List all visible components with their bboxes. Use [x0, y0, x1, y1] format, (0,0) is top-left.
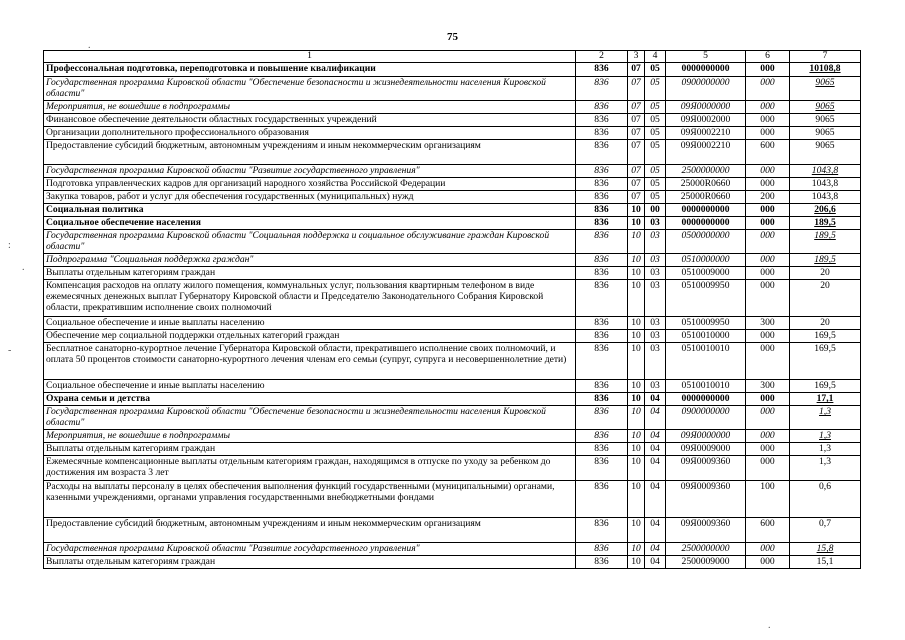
header-cell: 4	[645, 51, 666, 63]
expense-type-cell: 000	[746, 101, 790, 114]
amount-cell: 20	[790, 317, 861, 330]
table-row	[44, 230, 861, 254]
subsection-cell: 05	[645, 165, 666, 178]
section-cell: 10	[628, 204, 645, 217]
expense-type-cell: 000	[746, 217, 790, 230]
expense-type-cell: 300	[746, 380, 790, 393]
expense-type-cell: 000	[746, 230, 790, 254]
target-article-cell: 0000000000	[666, 217, 746, 230]
subsection-cell: 04	[645, 393, 666, 406]
target-article-cell: 09Я0002210	[666, 140, 746, 165]
code-gr-cell: 836	[576, 191, 628, 204]
table-row	[44, 406, 861, 430]
target-article-cell: 0500000000	[666, 230, 746, 254]
code-gr-cell: 836	[576, 330, 628, 343]
table-row	[44, 456, 861, 481]
amount-cell: 15,1	[790, 556, 861, 569]
section-cell: 10	[628, 443, 645, 456]
table-row	[44, 443, 861, 456]
expense-type-cell: 000	[746, 127, 790, 140]
table-row	[44, 481, 861, 518]
target-article-cell: 0900000000	[666, 77, 746, 101]
target-article-cell: 09Я0009360	[666, 481, 746, 518]
amount-cell: 189,5	[790, 230, 861, 254]
row-name-cell: Мероприятия, не вошедшие в подпрограммы	[44, 101, 576, 114]
table-row	[44, 430, 861, 443]
subsection-cell: 04	[645, 543, 666, 556]
target-article-cell: 0510009950	[666, 280, 746, 317]
code-gr-cell: 836	[576, 443, 628, 456]
code-gr-cell: 836	[576, 165, 628, 178]
table-row	[44, 191, 861, 204]
section-cell: 07	[628, 140, 645, 165]
section-cell: 10	[628, 393, 645, 406]
code-gr-cell: 836	[576, 101, 628, 114]
subsection-cell: 05	[645, 127, 666, 140]
amount-cell: 1043,8	[790, 178, 861, 191]
row-name-cell: Бесплатное санаторно-курортное лечение Губернатора Кировской области, прекратившего исполнение своих полномочий, и оплата 50 процентов стоимости санаторно-курортного лечения членам его семьи (супруг, супруга и несовершеннолетние дети)	[44, 343, 576, 380]
code-gr-cell: 836	[576, 127, 628, 140]
header-cell: 6	[746, 51, 790, 63]
row-name-cell: Социальное обеспечение населения	[44, 217, 576, 230]
expense-type-cell: 000	[746, 443, 790, 456]
subsection-cell: 03	[645, 343, 666, 380]
subsection-cell: 04	[645, 481, 666, 518]
subsection-cell: 03	[645, 230, 666, 254]
expense-type-cell: 000	[746, 343, 790, 380]
section-cell: 07	[628, 63, 645, 77]
subsection-cell: 03	[645, 280, 666, 317]
section-cell: 07	[628, 101, 645, 114]
expense-type-cell: 000	[746, 204, 790, 217]
row-name-cell: Социальная политика	[44, 204, 576, 217]
code-gr-cell: 836	[576, 343, 628, 380]
subsection-cell: 03	[645, 254, 666, 267]
expense-type-cell: 000	[746, 178, 790, 191]
subsection-cell: 03	[645, 380, 666, 393]
subsection-cell: 05	[645, 140, 666, 165]
section-cell: 10	[628, 254, 645, 267]
target-article-cell: 0000000000	[666, 204, 746, 217]
amount-cell: 9065	[790, 114, 861, 127]
row-name-cell: Финансовое обеспечение деятельности областных государственных учреждений	[44, 114, 576, 127]
expense-type-cell: 300	[746, 317, 790, 330]
table-row	[44, 380, 861, 393]
target-article-cell: 0510010010	[666, 343, 746, 380]
table-body	[44, 63, 861, 569]
expense-type-cell: 100	[746, 481, 790, 518]
section-cell: 10	[628, 406, 645, 430]
table-row	[44, 77, 861, 101]
row-name-cell: Подпрограмма "Социальная поддержка граждан"	[44, 254, 576, 267]
target-article-cell: 0000000000	[666, 393, 746, 406]
code-gr-cell: 836	[576, 267, 628, 280]
header-cell: 2	[576, 51, 628, 63]
section-cell: 10	[628, 543, 645, 556]
target-article-cell: 0510009950	[666, 317, 746, 330]
amount-cell: 10108,8	[790, 63, 861, 77]
amount-cell: 20	[790, 267, 861, 280]
table-row	[44, 518, 861, 543]
header-cell: 5	[666, 51, 746, 63]
row-name-cell: Подготовка управленческих кадров для организаций народного хозяйства Российской Федерации	[44, 178, 576, 191]
amount-cell: 0,7	[790, 518, 861, 543]
row-name-cell: Выплаты отдельным категориям граждан	[44, 267, 576, 280]
expense-type-cell: 000	[746, 280, 790, 317]
section-cell: 10	[628, 317, 645, 330]
row-name-cell: Государственная программа Кировской области "Обеспечение безопасности и жизнедеятельности населения Кировской области"	[44, 77, 576, 101]
row-name-cell: Предоставление субсидий бюджетным, автономным учреждениям и иным некоммерческим организациям	[44, 518, 576, 543]
target-article-cell: 0900000000	[666, 406, 746, 430]
expense-type-cell: 200	[746, 191, 790, 204]
section-cell: 07	[628, 178, 645, 191]
amount-cell: 1043,8	[790, 165, 861, 178]
amount-cell: 15,8	[790, 543, 861, 556]
code-gr-cell: 836	[576, 230, 628, 254]
target-article-cell: 09Я0009000	[666, 443, 746, 456]
table-row	[44, 280, 861, 317]
expense-type-cell: 000	[746, 267, 790, 280]
section-cell: 10	[628, 518, 645, 543]
amount-cell: 1043,8	[790, 191, 861, 204]
section-cell: 10	[628, 456, 645, 481]
target-article-cell: 2500000000	[666, 543, 746, 556]
code-gr-cell: 836	[576, 280, 628, 317]
code-gr-cell: 836	[576, 543, 628, 556]
table-row	[44, 393, 861, 406]
code-gr-cell: 836	[576, 380, 628, 393]
section-cell: 07	[628, 127, 645, 140]
row-name-cell: Государственная программа Кировской области "Обеспечение безопасности и жизнедеятельности населения Кировской области"	[44, 406, 576, 430]
table-row	[44, 267, 861, 280]
row-name-cell: Социальное обеспечение и иные выплаты населению	[44, 317, 576, 330]
target-article-cell: 0510000000	[666, 254, 746, 267]
table-row	[44, 343, 861, 380]
target-article-cell: 09Я0002210	[666, 127, 746, 140]
header-cell: 3	[628, 51, 645, 63]
expense-type-cell: 000	[746, 456, 790, 481]
table-row	[44, 217, 861, 230]
section-cell: 10	[628, 280, 645, 317]
code-gr-cell: 836	[576, 77, 628, 101]
target-article-cell: 09Я0009360	[666, 456, 746, 481]
amount-cell: 169,5	[790, 380, 861, 393]
table-row	[44, 204, 861, 217]
section-cell: 10	[628, 481, 645, 518]
section-cell: 10	[628, 230, 645, 254]
row-name-cell: Мероприятия, не вошедшие в подпрограммы	[44, 430, 576, 443]
amount-cell: 20	[790, 280, 861, 317]
row-name-cell: Государственная программа Кировской области "Развитие государственного управления"	[44, 543, 576, 556]
row-name-cell: Организации дополнительного профессионального образования	[44, 127, 576, 140]
code-gr-cell: 836	[576, 481, 628, 518]
target-article-cell: 0510009000	[666, 267, 746, 280]
scan-speck: .	[768, 620, 771, 631]
table-row	[44, 165, 861, 178]
target-article-cell: 0000000000	[666, 63, 746, 77]
subsection-cell: 05	[645, 191, 666, 204]
section-cell: 10	[628, 330, 645, 343]
expense-type-cell: 000	[746, 330, 790, 343]
code-gr-cell: 836	[576, 204, 628, 217]
expense-type-cell: 000	[746, 393, 790, 406]
row-name-cell: Охрана семьи и детства	[44, 393, 576, 406]
table-row	[44, 543, 861, 556]
amount-cell: 1,3	[790, 406, 861, 430]
scan-speck: -	[8, 345, 12, 356]
table-row	[44, 556, 861, 569]
expense-type-cell: 600	[746, 140, 790, 165]
target-article-cell: 0510010010	[666, 380, 746, 393]
code-gr-cell: 836	[576, 114, 628, 127]
expense-type-cell: 000	[746, 165, 790, 178]
section-cell: 07	[628, 191, 645, 204]
code-gr-cell: 836	[576, 456, 628, 481]
row-name-cell: Предоставление субсидий бюджетным, автономным учреждениям и иным некоммерческим организациям	[44, 140, 576, 165]
expense-type-cell: 000	[746, 254, 790, 267]
target-article-cell: 2500000000	[666, 165, 746, 178]
row-name-cell: Расходы на выплаты персоналу в целях обеспечения выполнения функций государственными (муниципальными) органами, казенными учреждениями, органами управления государственными внебюджетными фондами	[44, 481, 576, 518]
row-name-cell: Компенсация расходов на оплату жилого помещения, коммунальных услуг, пользования квартирным телефоном в виде ежемесячных денежных выплат Губернатору Кировской области и Председателю Законодательного Собрания Кировской области, прекратившим исполнение своих полномочий	[44, 280, 576, 317]
section-cell: 07	[628, 77, 645, 101]
code-gr-cell: 836	[576, 140, 628, 165]
expense-type-cell: 600	[746, 518, 790, 543]
expense-type-cell: 000	[746, 114, 790, 127]
amount-cell: 9065	[790, 101, 861, 114]
section-cell: 10	[628, 380, 645, 393]
target-article-cell: 25000R0660	[666, 191, 746, 204]
subsection-cell: 04	[645, 443, 666, 456]
amount-cell: 0,6	[790, 481, 861, 518]
code-gr-cell: 836	[576, 178, 628, 191]
code-gr-cell: 836	[576, 556, 628, 569]
target-article-cell: 09Я0000000	[666, 101, 746, 114]
table-row	[44, 101, 861, 114]
amount-cell: 1,3	[790, 456, 861, 481]
amount-cell: 189,5	[790, 254, 861, 267]
code-gr-cell: 836	[576, 393, 628, 406]
code-gr-cell: 836	[576, 254, 628, 267]
header-cell: 7	[790, 51, 861, 63]
expense-type-cell: 000	[746, 543, 790, 556]
amount-cell: 9065	[790, 127, 861, 140]
code-gr-cell: 836	[576, 217, 628, 230]
section-cell: 10	[628, 267, 645, 280]
row-name-cell: Выплаты отдельным категориям граждан	[44, 443, 576, 456]
amount-cell: 169,5	[790, 343, 861, 380]
code-gr-cell: 836	[576, 406, 628, 430]
page-number: 75	[447, 31, 458, 43]
expense-type-cell: 000	[746, 63, 790, 77]
section-cell: 10	[628, 556, 645, 569]
subsection-cell: 05	[645, 77, 666, 101]
subsection-cell: 05	[645, 114, 666, 127]
subsection-cell: 03	[645, 217, 666, 230]
subsection-cell: 04	[645, 518, 666, 543]
subsection-cell: 04	[645, 456, 666, 481]
row-name-cell: Социальное обеспечение и иные выплаты населению	[44, 380, 576, 393]
expense-type-cell: 000	[746, 77, 790, 101]
table-header-row	[44, 51, 861, 63]
scan-speck: .	[88, 40, 91, 51]
code-gr-cell: 836	[576, 430, 628, 443]
amount-cell: 1,3	[790, 443, 861, 456]
subsection-cell: 03	[645, 317, 666, 330]
amount-cell: 9065	[790, 140, 861, 165]
table-row	[44, 254, 861, 267]
subsection-cell: 05	[645, 178, 666, 191]
table-row	[44, 140, 861, 165]
amount-cell: 206,6	[790, 204, 861, 217]
target-article-cell: 09Я0000000	[666, 430, 746, 443]
scan-speck: :	[8, 240, 11, 251]
row-name-cell: Государственная программа Кировской области "Социальная поддержка и социальное обслуживание граждан Кировской области"	[44, 230, 576, 254]
target-article-cell: 25000R0660	[666, 178, 746, 191]
scan-speck: .	[22, 262, 25, 273]
budget-table	[43, 50, 861, 569]
amount-cell: 169,5	[790, 330, 861, 343]
header-cell: 1	[44, 51, 576, 63]
table-row	[44, 114, 861, 127]
row-name-cell: Профессональная подготовка, переподготовка и повышение квалификации	[44, 63, 576, 77]
row-name-cell: Выплаты отдельным категориям граждан	[44, 556, 576, 569]
target-article-cell: 0510010000	[666, 330, 746, 343]
table-row	[44, 330, 861, 343]
subsection-cell: 04	[645, 430, 666, 443]
expense-type-cell: 000	[746, 556, 790, 569]
code-gr-cell: 836	[576, 317, 628, 330]
expense-type-cell: 000	[746, 430, 790, 443]
subsection-cell: 04	[645, 406, 666, 430]
row-name-cell: Обеспечение мер социальной поддержки отдельных категорий граждан	[44, 330, 576, 343]
code-gr-cell: 836	[576, 63, 628, 77]
section-cell: 07	[628, 165, 645, 178]
row-name-cell: Закупка товаров, работ и услуг для обеспечения государственных (муниципальных) нужд	[44, 191, 576, 204]
subsection-cell: 03	[645, 330, 666, 343]
amount-cell: 9065	[790, 77, 861, 101]
target-article-cell: 09Я0002000	[666, 114, 746, 127]
budget-table-wrapper	[43, 50, 860, 569]
expense-type-cell: 000	[746, 406, 790, 430]
subsection-cell: 05	[645, 101, 666, 114]
amount-cell: 17,1	[790, 393, 861, 406]
subsection-cell: 00	[645, 204, 666, 217]
code-gr-cell: 836	[576, 518, 628, 543]
subsection-cell: 03	[645, 267, 666, 280]
subsection-cell: 04	[645, 556, 666, 569]
table-row	[44, 317, 861, 330]
subsection-cell: 05	[645, 63, 666, 77]
table-row	[44, 178, 861, 191]
target-article-cell: 2500009000	[666, 556, 746, 569]
amount-cell: 189,5	[790, 217, 861, 230]
amount-cell: 1,3	[790, 430, 861, 443]
row-name-cell: Ежемесячные компенсационные выплаты отдельным категориям граждан, находящимся в отпуске по уходу за ребенком до достижения им возраста 3 лет	[44, 456, 576, 481]
section-cell: 07	[628, 114, 645, 127]
section-cell: 10	[628, 343, 645, 380]
section-cell: 10	[628, 430, 645, 443]
table-row	[44, 127, 861, 140]
table-row	[44, 63, 861, 77]
target-article-cell: 09Я0009360	[666, 518, 746, 543]
section-cell: 10	[628, 217, 645, 230]
row-name-cell: Государственная программа Кировской области "Развитие государственного управления"	[44, 165, 576, 178]
